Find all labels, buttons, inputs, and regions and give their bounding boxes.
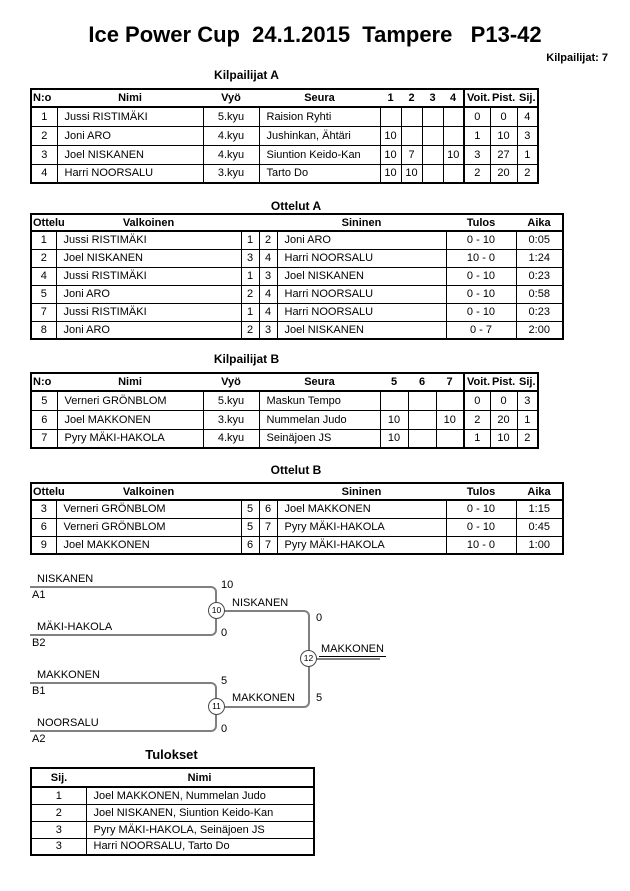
competitor-no: 6 [31,410,57,429]
white-name: Jussi RISTIMÄKI [56,231,241,249]
match-result: 0 - 10 [446,518,516,536]
match-number-circle: 11 [208,698,225,715]
result-cell: 10 [380,164,401,183]
match-row [31,303,563,321]
result-cell [422,164,443,183]
match-result: 0 - 10 [446,500,516,518]
points-cell: 10 [490,429,517,448]
blue-name: Joni ARO [277,231,446,249]
page-title: Ice Power Cup 24.1.2015 Tampere P13-42 [88,22,542,47]
match-row [31,321,563,339]
competitor-name: Joel NISKANEN [57,145,203,164]
blue-name: Pyry MÄKI-HAKOLA [277,518,446,536]
competitor-no: 5 [31,391,57,410]
result-place: 3 [31,821,86,838]
competitors-count-label: Kilpailijat: 7 [546,52,608,64]
result-name: Joel NISKANEN, Siuntion Keido-Kan [86,804,314,821]
match-no: 7 [31,303,56,321]
result-cell [401,107,422,126]
col-header-wno [241,214,259,231]
white-no: 6 [241,536,259,554]
result-cell [380,391,408,410]
col-header-match: Ottelu [31,483,56,500]
match-time: 0:05 [516,231,563,249]
pool-b-title: Kilpailijat B [213,352,280,366]
blue-name: Harri NOORSALU [277,303,446,321]
bracket-entry-seed: B2 [32,637,46,649]
blue-name: Joel NISKANEN [277,267,446,285]
bracket-entry-seed: A1 [32,589,46,601]
pool-a-row [31,164,538,183]
white-no: 1 [241,231,259,249]
col-header-belt: Vyö [203,373,259,391]
white-name: Joni ARO [56,285,241,303]
pool-b-row [31,429,538,448]
white-no: 1 [241,267,259,285]
place-cell: 2 [517,164,538,183]
place-cell: 4 [517,107,538,126]
result-cell: 10 [380,410,408,429]
match-row [31,500,563,518]
match-no: 8 [31,321,56,339]
matches-b-title: Ottelut B [270,463,322,477]
competitor-belt: 5.kyu [203,107,259,126]
result-cell [422,145,443,164]
blue-no: 7 [259,518,277,536]
points-cell: 0 [490,391,517,410]
col-header-white: Valkoinen [56,483,241,500]
blue-name: Joel MAKKONEN [277,500,446,518]
results-table [30,767,315,856]
competitor-name: Joni ARO [57,126,203,145]
match-result: 0 - 10 [446,303,516,321]
col-header-belt: Vyö [203,89,259,107]
blue-no: 3 [259,321,277,339]
match-no: 2 [31,249,56,267]
semifinal-1-winner-name: NISKANEN [232,597,289,609]
match-time: 0:23 [516,267,563,285]
result-name: Joel MAKKONEN, Nummelan Judo [86,787,314,804]
result-cell: 10 [443,145,464,164]
competitor-belt: 3.kyu [203,410,259,429]
result-cell: 10 [380,126,401,145]
result-cell [436,391,464,410]
result-cell [408,429,436,448]
col-header-r4: 4 [443,89,464,107]
wins-cell: 0 [464,391,490,410]
points-cell: 27 [490,145,517,164]
match-result: 0 - 10 [446,267,516,285]
match-result: 0 - 7 [446,321,516,339]
blue-name: Pyry MÄKI-HAKOLA [277,536,446,554]
blue-name: Harri NOORSALU [277,285,446,303]
place-cell: 1 [517,410,538,429]
col-header-place: Sij. [517,373,538,391]
col-header-club: Seura [259,373,380,391]
col-header-bno [259,483,277,500]
pool-a-title: Kilpailijat A [214,68,279,82]
white-name: Joel MAKKONEN [56,536,241,554]
wins-cell: 1 [464,429,490,448]
blue-no: 4 [259,303,277,321]
result-cell [436,429,464,448]
match-result: 10 - 0 [446,536,516,554]
competitor-club: Seinäjoen JS [259,429,380,448]
match-time: 0:58 [516,285,563,303]
result-cell: 10 [380,429,408,448]
competitor-no: 4 [31,164,57,183]
competitor-belt: 4.kyu [203,429,259,448]
col-header-r1: 1 [380,89,401,107]
result-place: 3 [31,838,86,855]
result-cell [422,107,443,126]
result-cell [443,126,464,145]
col-header-result: Tulos [446,214,516,231]
pool-b-table [30,372,539,449]
pool-a-header-row [31,89,538,107]
blue-no: 4 [259,285,277,303]
result-cell [408,410,436,429]
col-header-white: Valkoinen [56,214,241,231]
points-cell: 20 [490,410,517,429]
blue-no: 3 [259,267,277,285]
col-header-match: Ottelu [31,214,56,231]
match-row [31,285,563,303]
competitor-belt: 4.kyu [203,145,259,164]
col-header-time: Aika [516,214,563,231]
match-row [31,536,563,554]
result-cell: 10 [401,164,422,183]
competitor-name: Jussi RISTIMÄKI [57,107,203,126]
white-name: Joni ARO [56,321,241,339]
col-header-name: Nimi [57,373,203,391]
col-header-points: Pist. [490,373,517,391]
competitor-name: Verneri GRÖNBLOM [57,391,203,410]
results-title: Tulokset [145,747,198,762]
col-header-no: N:o [31,373,57,391]
col-header-r2: 2 [401,89,422,107]
match-time: 0:45 [516,518,563,536]
competitor-name: Pyry MÄKI-HAKOLA [57,429,203,448]
bracket-entry-seed: A2 [32,733,46,745]
result-row [31,821,314,838]
col-header-name: Nimi [57,89,203,107]
col-header-r3: 3 [422,89,443,107]
bracket-entry-name: NOORSALU [37,717,99,729]
col-header-no: N:o [31,89,57,107]
blue-name: Joel NISKANEN [277,321,446,339]
col-header-bno [259,214,277,231]
match-result: 0 - 10 [446,231,516,249]
result-cell [443,107,464,126]
col-header-blue: Sininen [277,214,446,231]
match-no: 4 [31,267,56,285]
match-row [31,267,563,285]
result-row [31,838,314,855]
competitor-belt: 4.kyu [203,126,259,145]
white-no: 2 [241,321,259,339]
result-cell: 7 [401,145,422,164]
bracket-entry-seed: B1 [32,685,46,697]
bracket-entry-name: MÄKI-HAKOLA [37,621,113,633]
competitor-name: Harri NOORSALU [57,164,203,183]
result-cell: 10 [380,145,401,164]
blue-no: 7 [259,536,277,554]
competitor-no: 2 [31,126,57,145]
match-no: 6 [31,518,56,536]
match-result: 10 - 0 [446,249,516,267]
result-place: 2 [31,804,86,821]
result-cell [443,164,464,183]
blue-no: 4 [259,249,277,267]
col-header-r3: 7 [436,373,464,391]
pool-b-header-row [31,373,538,391]
col-header-wins: Voit. [464,89,490,107]
semifinal-2-winner-name: MAKKONEN [232,692,295,704]
result-place: 1 [31,787,86,804]
blue-no: 2 [259,231,277,249]
col-header-name: Nimi [86,768,314,787]
match-number-circle: 12 [300,650,317,667]
match-time: 0:23 [516,303,563,321]
bracket-entry-score: 10 [221,579,234,591]
pool-a-row [31,126,538,145]
white-name: Joel NISKANEN [56,249,241,267]
bracket-entry-score: 0 [221,723,228,735]
white-no: 5 [241,518,259,536]
white-name: Jussi RISTIMÄKI [56,267,241,285]
competitor-name: Joel MAKKONEN [57,410,203,429]
wins-cell: 2 [464,410,490,429]
blue-no: 6 [259,500,277,518]
pool-b-row [31,410,538,429]
semifinal-2-final-score: 5 [316,692,323,704]
competitor-club: Tarto Do [259,164,380,183]
result-cell [408,391,436,410]
competitor-no: 7 [31,429,57,448]
match-time: 1:24 [516,249,563,267]
pool-a-row [31,145,538,164]
white-no: 1 [241,303,259,321]
match-row [31,518,563,536]
matches-a-title: Ottelut A [270,199,322,213]
competitor-belt: 5.kyu [203,391,259,410]
result-cell [422,126,443,145]
results-header-row [31,768,314,787]
competitor-no: 3 [31,145,57,164]
match-row [31,231,563,249]
pool-a-row [31,107,538,126]
place-cell: 1 [517,145,538,164]
match-no: 9 [31,536,56,554]
bracket-entry-name: NISKANEN [37,573,94,585]
pool-b-row [31,391,538,410]
match-time: 1:15 [516,500,563,518]
wins-cell: 3 [464,145,490,164]
place-cell: 3 [517,391,538,410]
points-cell: 10 [490,126,517,145]
competitor-club: Raision Ryhti [259,107,380,126]
pool-a-table [30,88,539,184]
points-cell: 0 [490,107,517,126]
bracket-entry-score: 0 [221,627,228,639]
semifinal-1-final-score: 0 [316,612,323,624]
matches-a-table [30,213,564,340]
competitor-club: Maskun Tempo [259,391,380,410]
col-header-place: Sij. [517,89,538,107]
white-name: Verneri GRÖNBLOM [56,500,241,518]
place-cell: 3 [517,126,538,145]
col-header-blue: Sininen [277,483,446,500]
competitor-club: Siuntion Keido-Kan [259,145,380,164]
competitor-club: Nummelan Judo [259,410,380,429]
col-header-time: Aika [516,483,563,500]
match-time: 1:00 [516,536,563,554]
champion-name: MAKKONEN [321,643,384,655]
result-cell [401,126,422,145]
col-header-club: Seura [259,89,380,107]
result-name: Pyry MÄKI-HAKOLA, Seinäjoen JS [86,821,314,838]
col-header-r1: 5 [380,373,408,391]
result-row [31,787,314,804]
col-header-r2: 6 [408,373,436,391]
wins-cell: 2 [464,164,490,183]
white-no: 5 [241,500,259,518]
wins-cell: 0 [464,107,490,126]
match-number-circle: 10 [208,602,225,619]
result-cell [380,107,401,126]
competitor-belt: 3.kyu [203,164,259,183]
col-header-wins: Voit. [464,373,490,391]
bracket-entry-score: 5 [221,675,228,687]
match-no: 3 [31,500,56,518]
wins-cell: 1 [464,126,490,145]
competitor-no: 1 [31,107,57,126]
white-name: Jussi RISTIMÄKI [56,303,241,321]
result-name: Harri NOORSALU, Tarto Do [86,838,314,855]
match-row [31,249,563,267]
result-row [31,804,314,821]
place-cell: 2 [517,429,538,448]
points-cell: 20 [490,164,517,183]
col-header-wno [241,483,259,500]
col-header-place: Sij. [31,768,86,787]
col-header-points: Pist. [490,89,517,107]
match-time: 2:00 [516,321,563,339]
champion-line [309,658,380,660]
matches-b-header-row [31,483,563,500]
competitor-club: Jushinkan, Ähtäri [259,126,380,145]
bracket-entry-name: MAKKONEN [37,669,100,681]
match-no: 1 [31,231,56,249]
white-name: Verneri GRÖNBLOM [56,518,241,536]
blue-name: Harri NOORSALU [277,249,446,267]
white-no: 3 [241,249,259,267]
matches-b-table [30,482,564,555]
matches-a-header-row [31,214,563,231]
col-header-result: Tulos [446,483,516,500]
result-cell: 10 [436,410,464,429]
match-result: 0 - 10 [446,285,516,303]
match-no: 5 [31,285,56,303]
white-no: 2 [241,285,259,303]
